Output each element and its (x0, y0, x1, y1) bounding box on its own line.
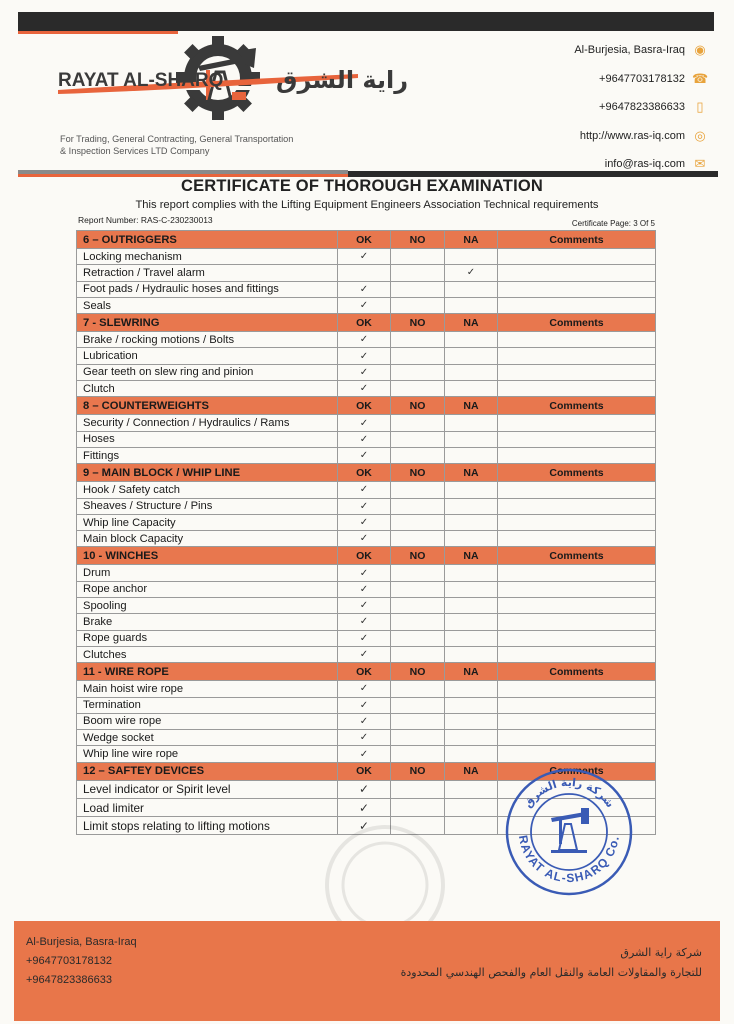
column-ok-header: OK (338, 231, 391, 249)
item-label: Security / Connection / Hydraulics / Rams (77, 415, 338, 431)
na-cell (445, 482, 498, 498)
item-label: Sheaves / Structure / Pins (77, 498, 338, 514)
website-link[interactable]: http://www.ras-iq.com (579, 129, 685, 142)
table-row (77, 514, 656, 530)
contact-website (574, 122, 708, 151)
comments-cell (498, 581, 656, 597)
ok-cell: ✓ (338, 498, 391, 514)
na-cell (445, 581, 498, 597)
logo-text-ar: راية الشرق (276, 66, 409, 94)
no-cell (391, 447, 445, 463)
logo-text-en: RAYAT AL-SHARQ (58, 70, 224, 91)
column-comments-header: Comments (498, 547, 656, 565)
table-row (77, 581, 656, 597)
column-ok-header: OK (338, 464, 391, 482)
stamp-pump-icon (551, 808, 589, 853)
no-cell (391, 780, 445, 798)
item-label: Hook / Safety catch (77, 482, 338, 498)
phone-icon: ☎ (692, 70, 709, 86)
comments-cell (498, 364, 656, 380)
column-no-header: NO (391, 762, 445, 780)
no-cell (391, 746, 445, 762)
ok-cell: ✓ (338, 364, 391, 380)
section-title: 12 – SAFTEY DEVICES (77, 762, 338, 780)
column-na-header: NA (445, 231, 498, 249)
ok-cell: ✓ (338, 817, 391, 835)
ok-cell: ✓ (338, 780, 391, 798)
column-ok-header: OK (338, 547, 391, 565)
na-cell (445, 297, 498, 313)
table-row (77, 697, 656, 713)
na-cell (445, 364, 498, 380)
comments-cell (498, 646, 656, 662)
na-cell (445, 713, 498, 729)
section-title: 10 - WINCHES (77, 547, 338, 565)
comments-cell (498, 681, 656, 697)
no-cell (391, 332, 445, 348)
section-title: 9 – MAIN BLOCK / WHIP LINE (77, 464, 338, 482)
ok-cell: ✓ (338, 746, 391, 762)
ok-cell: ✓ (338, 630, 391, 646)
item-label: Seals (77, 297, 338, 313)
table-row (77, 531, 656, 547)
no-cell (391, 730, 445, 746)
footer-description-ar: للتجارة والمقاولات العامة والنقل العام والفحص الهندسي المحدودة (400, 966, 702, 979)
section-title: 11 - WIRE ROPE (77, 663, 338, 681)
column-no-header: NO (391, 231, 445, 249)
ok-cell: ✓ (338, 348, 391, 364)
na-cell (445, 646, 498, 662)
certificate-title: CERTIFICATE OF THOROUGH EXAMINATION (180, 177, 544, 195)
column-comments-header: Comments (498, 397, 656, 415)
ok-cell: ✓ (338, 598, 391, 614)
comments-cell (498, 415, 656, 431)
no-cell (391, 798, 445, 816)
tagline-line-1: For Trading, General Contracting, General Transportation (60, 134, 294, 144)
item-label: Boom wire rope (77, 713, 338, 729)
na-cell (445, 431, 498, 447)
na-cell (445, 348, 498, 364)
company-logo (58, 34, 409, 124)
na-cell (445, 447, 498, 463)
contact-phone-1 (574, 65, 708, 94)
no-cell (391, 598, 445, 614)
column-no-header: NO (391, 464, 445, 482)
table-row (77, 249, 656, 265)
column-na-header: NA (445, 762, 498, 780)
table-row (77, 598, 656, 614)
item-label: Whip line Capacity (77, 514, 338, 530)
na-cell (445, 630, 498, 646)
na-cell (445, 614, 498, 630)
no-cell (391, 431, 445, 447)
table-row (77, 431, 656, 447)
na-cell (445, 730, 498, 746)
company-tagline (60, 133, 360, 157)
column-na-header: NA (445, 314, 498, 332)
table-row (77, 447, 656, 463)
item-label: Drum (77, 565, 338, 581)
location-pin-icon: ◉ (694, 42, 706, 58)
column-comments-header: Comments (498, 663, 656, 681)
column-na-header: NA (445, 547, 498, 565)
no-cell (391, 281, 445, 297)
no-cell (391, 713, 445, 729)
item-label: Retraction / Travel alarm (77, 265, 338, 281)
ok-cell: ✓ (338, 697, 391, 713)
no-cell (391, 531, 445, 547)
section-header (77, 663, 656, 681)
comments-cell (498, 482, 656, 498)
column-ok-header: OK (338, 663, 391, 681)
na-cell (445, 697, 498, 713)
footer-phone-1: +9647703178132 (26, 955, 112, 967)
phone-2-text: +9647823386633 (599, 101, 685, 114)
comments-cell (498, 431, 656, 447)
na-cell (445, 780, 498, 798)
address-text: Al-Burjesia, Basra-Iraq (574, 44, 685, 57)
item-label: Clutch (77, 381, 338, 397)
na-cell (445, 498, 498, 514)
section-header (77, 464, 656, 482)
no-cell (391, 514, 445, 530)
ok-cell: ✓ (338, 431, 391, 447)
na-cell (445, 281, 498, 297)
ok-cell: ✓ (338, 798, 391, 816)
no-cell (391, 681, 445, 697)
na-cell (445, 514, 498, 530)
comments-cell (498, 614, 656, 630)
comments-cell (498, 447, 656, 463)
item-label: Rope anchor (77, 581, 338, 597)
comments-cell (498, 265, 656, 281)
table-row (77, 646, 656, 662)
column-ok-header: OK (338, 762, 391, 780)
table-row (77, 614, 656, 630)
na-cell (445, 565, 498, 581)
na-cell: ✓ (445, 265, 498, 281)
table-row (77, 265, 656, 281)
no-cell (391, 646, 445, 662)
ok-cell: ✓ (338, 249, 391, 265)
comments-cell (498, 730, 656, 746)
certificate-page: Certificate Page: 3 Of 5 (571, 219, 655, 228)
comments-cell (498, 531, 656, 547)
item-label: Wedge socket (77, 730, 338, 746)
ok-cell: ✓ (338, 281, 391, 297)
na-cell (445, 415, 498, 431)
ok-cell: ✓ (338, 482, 391, 498)
item-label: Foot pads / Hydraulic hoses and fittings (77, 281, 338, 297)
na-cell (445, 681, 498, 697)
no-cell (391, 697, 445, 713)
column-comments-header: Comments (498, 231, 656, 249)
na-cell (445, 249, 498, 265)
item-label: Whip line wire rope (77, 746, 338, 762)
section-header (77, 547, 656, 565)
email-link[interactable]: info@ras-iq.com (604, 158, 685, 171)
section-title: 6 – OUTRIGGERS (77, 231, 338, 249)
table-row (77, 482, 656, 498)
comments-cell (498, 598, 656, 614)
stamp-text-en: RAYAT AL-SHARQ Co. (515, 834, 622, 886)
item-label: Lubrication (77, 348, 338, 364)
table-row (77, 364, 656, 380)
table-row (77, 713, 656, 729)
item-label: Clutches (77, 646, 338, 662)
ok-cell: ✓ (338, 713, 391, 729)
comments-cell (498, 713, 656, 729)
no-cell (391, 249, 445, 265)
no-cell (391, 581, 445, 597)
footer-phone-2: +9647823386633 (26, 974, 112, 986)
envelope-icon: ✉ (694, 156, 706, 172)
table-row (77, 565, 656, 581)
no-cell (391, 297, 445, 313)
column-na-header: NA (445, 663, 498, 681)
column-no-header: NO (391, 397, 445, 415)
globe-icon: ◎ (694, 127, 706, 143)
comments-cell (498, 697, 656, 713)
contact-block (574, 36, 708, 179)
item-label: Spooling (77, 598, 338, 614)
tagline-line-2: & Inspection Services LTD Company (60, 146, 210, 156)
comments-cell (498, 249, 656, 265)
footer-band (14, 921, 720, 1021)
section-header (77, 231, 656, 249)
company-stamp (503, 766, 635, 898)
column-comments-header: Comments (498, 464, 656, 482)
na-cell (445, 332, 498, 348)
ok-cell: ✓ (338, 565, 391, 581)
na-cell (445, 746, 498, 762)
item-label: Hoses (77, 431, 338, 447)
no-cell (391, 348, 445, 364)
footer-contact (26, 933, 137, 990)
mobile-icon: ▯ (696, 99, 704, 115)
section-header (77, 397, 656, 415)
ok-cell (338, 265, 391, 281)
table-row (77, 348, 656, 364)
column-ok-header: OK (338, 314, 391, 332)
no-cell (391, 482, 445, 498)
section-title: 8 – COUNTERWEIGHTS (77, 397, 338, 415)
ok-cell: ✓ (338, 447, 391, 463)
phone-1-text: +9647703178132 (599, 72, 685, 85)
no-cell (391, 498, 445, 514)
item-label: Main block Capacity (77, 531, 338, 547)
ok-cell: ✓ (338, 415, 391, 431)
table-row (77, 297, 656, 313)
comments-cell (498, 630, 656, 646)
column-no-header: NO (391, 663, 445, 681)
contact-address (574, 36, 708, 65)
comments-cell (498, 348, 656, 364)
ok-cell: ✓ (338, 730, 391, 746)
column-na-header: NA (445, 464, 498, 482)
top-dark-bar (18, 12, 714, 31)
comments-cell (498, 514, 656, 530)
table-row (77, 681, 656, 697)
ok-cell: ✓ (338, 297, 391, 313)
table-row (77, 746, 656, 762)
ok-cell: ✓ (338, 681, 391, 697)
no-cell (391, 630, 445, 646)
comments-cell (498, 381, 656, 397)
ok-cell: ✓ (338, 381, 391, 397)
na-cell (445, 598, 498, 614)
footer-address: Al-Burjesia, Basra-Iraq (26, 936, 137, 948)
footer-company-ar (401, 943, 702, 983)
table-row (77, 281, 656, 297)
no-cell (391, 614, 445, 630)
table-row (77, 381, 656, 397)
ok-cell: ✓ (338, 332, 391, 348)
ok-cell: ✓ (338, 581, 391, 597)
comments-cell (498, 281, 656, 297)
comments-cell (498, 332, 656, 348)
na-cell (445, 531, 498, 547)
column-ok-header: OK (338, 397, 391, 415)
item-label: Rope guards (77, 630, 338, 646)
item-label: Load limiter (77, 798, 338, 816)
item-label: Brake / rocking motions / Bolts (77, 332, 338, 348)
comments-cell (498, 565, 656, 581)
column-comments-header: Comments (498, 314, 656, 332)
section-title: 7 - SLEWRING (77, 314, 338, 332)
no-cell (391, 381, 445, 397)
item-label: Limit stops relating to lifting motions (77, 817, 338, 835)
section-header (77, 314, 656, 332)
report-number: Report Number: RAS-C-230230013 (78, 215, 213, 225)
column-comments-header: Comments (498, 762, 656, 780)
table-row (77, 332, 656, 348)
item-label: Termination (77, 697, 338, 713)
no-cell (391, 364, 445, 380)
no-cell (391, 415, 445, 431)
na-cell (445, 381, 498, 397)
no-cell (391, 265, 445, 281)
item-label: Gear teeth on slew ring and pinion (77, 364, 338, 380)
column-no-header: NO (391, 314, 445, 332)
examination-table (76, 230, 656, 835)
column-na-header: NA (445, 397, 498, 415)
na-cell (445, 798, 498, 816)
certificate-subtitle: This report complies with the Lifting Equipment Engineers Association Technical requirements (135, 199, 599, 211)
item-label: Brake (77, 614, 338, 630)
table-row (77, 498, 656, 514)
ok-cell: ✓ (338, 646, 391, 662)
ok-cell: ✓ (338, 614, 391, 630)
table-row (77, 630, 656, 646)
table-row (77, 415, 656, 431)
contact-phone-2 (574, 93, 708, 122)
ok-cell: ✓ (338, 531, 391, 547)
no-cell (391, 565, 445, 581)
item-label: Main hoist wire rope (77, 681, 338, 697)
na-cell (445, 817, 498, 835)
comments-cell (498, 498, 656, 514)
ok-cell: ✓ (338, 514, 391, 530)
footer-company-name-ar: شركة راية الشرق (620, 946, 702, 959)
comments-cell (498, 746, 656, 762)
item-label: Fittings (77, 447, 338, 463)
comments-cell (498, 297, 656, 313)
item-label: Level indicator or Spirit level (77, 780, 338, 798)
table-row (77, 730, 656, 746)
item-label: Locking mechanism (77, 249, 338, 265)
column-no-header: NO (391, 547, 445, 565)
stamp-text-ar: شركة راية الشرق (521, 775, 617, 811)
